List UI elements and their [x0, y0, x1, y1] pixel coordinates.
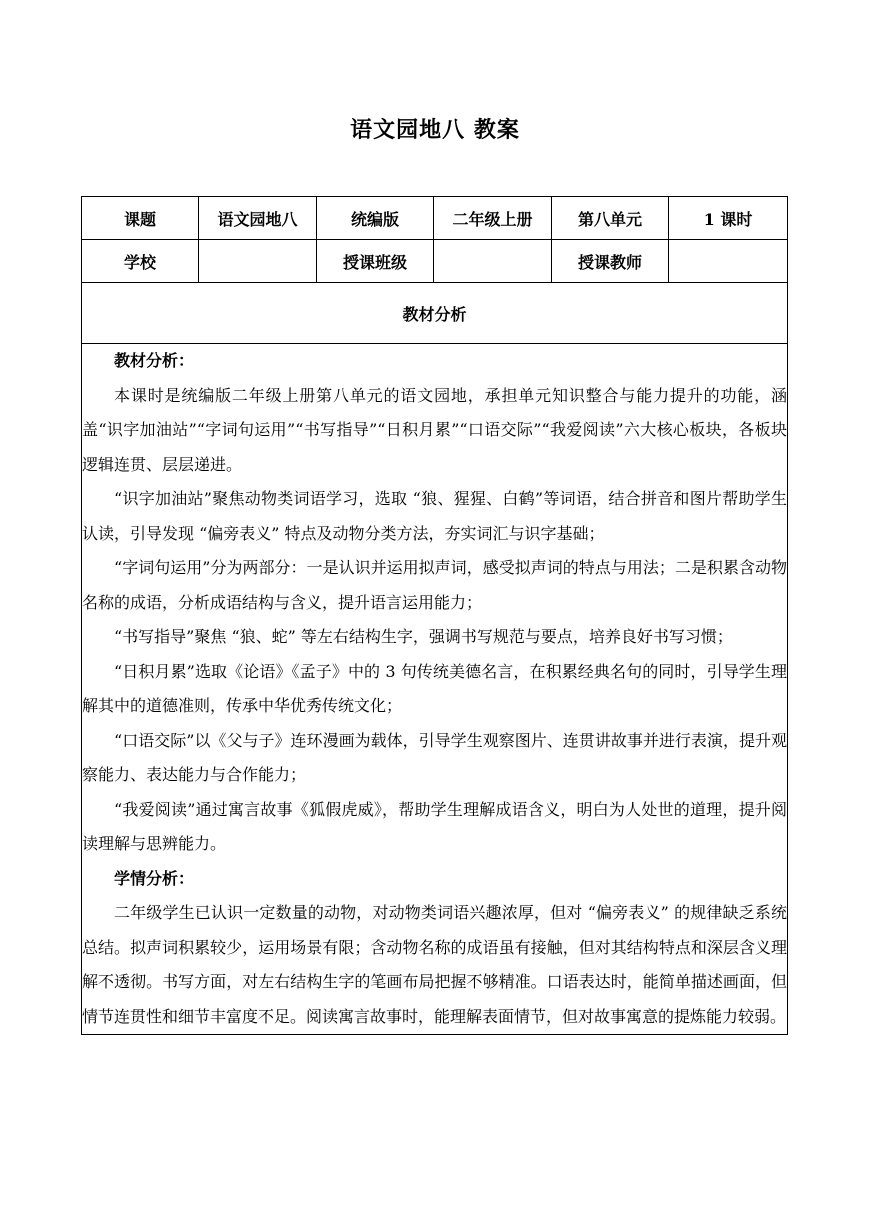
value-class [434, 240, 552, 283]
page-title: 语文园地八 教案 [350, 117, 520, 143]
label-class: 授课班级 [317, 240, 434, 283]
header-row-course [82, 197, 788, 240]
analysis-heading: 教材分析： [114, 351, 195, 370]
analysis-paragraph: “字词句运用”分为两部分：一是认识并运用拟声词，感受拟声词的特点与用法；二是积累含动物名称的成语，分析成语结构与含义，提升语言运用能力； [82, 558, 787, 612]
value-edition: 统编版 [317, 197, 434, 240]
label-teacher: 授课教师 [552, 240, 669, 283]
section-title: 教材分析 [82, 283, 788, 344]
content-cell [82, 344, 788, 1035]
section-title-row [82, 283, 788, 344]
value-teacher [669, 240, 788, 283]
value-topic: 语文园地八 [199, 197, 317, 240]
analysis-paragraph: “识字加油站”聚焦动物类词语学习，选取 “狼、猩猩、白鹤”等词语，结合拼音和图片帮助学生认读，引导发现 “偏旁表义” 特点及动物分类方法，夯实词汇与识字基础； [82, 489, 787, 543]
value-periods: 1 课时 [669, 197, 788, 240]
label-school: 学校 [82, 240, 199, 283]
value-school [199, 240, 317, 283]
label-topic: 课题 [82, 197, 199, 240]
student-paragraph: 二年级学生已认识一定数量的动物，对动物类词语兴趣浓厚，但对 “偏旁表义” 的规律缺乏系统总结。拟声词积累较少，运用场景有限；含动物名称的成语虽有接触，但对其结构特点和深层含义理解不透彻。书写方面，对左右结构生字的笔画布局把握不够精准。口语表达时，能简单描述画面，但情节连贯性和细节丰富度不足。阅读寓言故事时，能理解表面情节，但对故事寓意的提炼能力较弱。 [82, 903, 787, 1026]
content-row [82, 344, 788, 1035]
analysis-paragraph: 本课时是统编版二年级上册第八单元的语文园地，承担单元知识整合与能力提升的功能，涵盖“识字加油站”“字词句运用”“书写指导”“日积月累”“口语交际”“我爱阅读”六大核心板块，各板块逻辑连贯、层层递进。 [82, 385, 787, 474]
analysis-paragraph: “我爱阅读”通过寓言故事《狐假虎威》，帮助学生理解成语含义，明白为人处世的道理，提升阅读理解与思辨能力。 [82, 799, 787, 853]
analysis-paragraph: “书写指导”聚焦 “狼、蛇” 等左右结构生字，强调书写规范与要点，培养良好书写习惯； [114, 627, 733, 646]
value-grade: 二年级上册 [434, 197, 552, 240]
analysis-paragraph: “日积月累”选取《论语》《孟子》中的 3 句传统美德名言，在积累经典名句的同时，引导学生理解其中的道德准则，传承中华优秀传统文化； [82, 661, 787, 715]
lesson-plan-table [81, 196, 788, 1035]
header-row-school [82, 240, 788, 283]
analysis-paragraph: “口语交际”以《父与子》连环漫画为载体，引导学生观察图片、连贯讲故事并进行表演，提升观察能力、表达能力与合作能力； [82, 730, 787, 784]
value-unit: 第八单元 [552, 197, 669, 240]
student-heading: 学情分析： [114, 868, 195, 888]
